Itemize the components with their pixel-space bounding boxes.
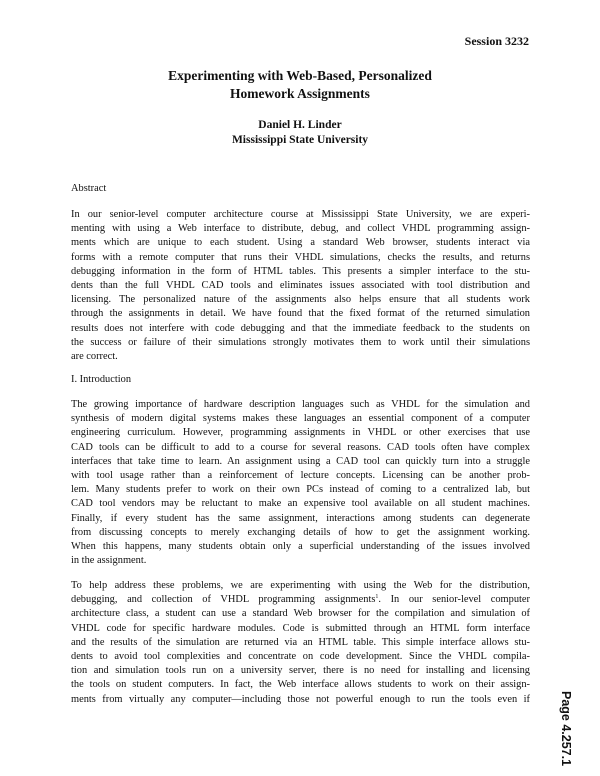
- text-line: When this happens, many students obtain only a superficial understanding of the issues involved: [71, 541, 530, 553]
- text-line: Finally, if every student has the same assignment, interactions among students can degenerate: [71, 512, 530, 524]
- text-line: architecture class, a student can use a standard Web browser for the compilation and simulation of: [71, 608, 530, 620]
- text-line: In our senior-level computer architecture course at Mississippi State University, we are experi-: [71, 209, 530, 220]
- text-line: licensing. The personalized nature of the assignments also helps ensure that all students work: [71, 294, 530, 306]
- text-line: forms with a remote computer that runs their VHDL simulations, checks the results, and returns: [71, 251, 530, 263]
- introduction-paragraph-1: [71, 398, 530, 568]
- text-fragment: . In our senior-level computer: [378, 594, 530, 606]
- introduction-paragraph-2: [71, 579, 530, 707]
- text-line: from discussing concepts to merely exchanging details of how to get the assignment working.: [71, 526, 530, 538]
- text-line: lem. Many students prefer to work on their own PCs instead of coming to a centralized lab, but: [71, 484, 530, 496]
- text-line: dents to avoid tool complexities and concentrate on code development. Since the VHDL compila-: [71, 651, 530, 663]
- title-line: Homework Assignments: [230, 86, 370, 101]
- text-line: interfaces that take time to learn. An assignment using a CAD tool can quickly turn into a struggle: [71, 455, 530, 467]
- text-line: the success or failure of their simulations strongly motivates them to work until their simulations: [71, 336, 530, 348]
- text-line: debugging information in the form of HTML tables. This presents a simpler interface to the stu-: [71, 265, 530, 277]
- abstract-heading: Abstract: [71, 183, 107, 194]
- text-line: the tools on student computers. In fact, the Web interface allows students to work on their assign-: [71, 679, 530, 691]
- text-line: are correct.: [71, 351, 118, 363]
- text-fragment: debugging, and collection of VHDL programming assignments: [71, 594, 376, 606]
- text-line: CAD tools can be difficult to add to a course for several reasons. CAD tools often have complex: [71, 441, 530, 453]
- text-line: results does not interfere with code debugging and that the immediate feedback to the students on: [71, 322, 530, 334]
- text-line: VHDL code for specific hardware modules. Code is submitted through an HTML form interface: [71, 622, 530, 634]
- author-block: [0, 118, 600, 148]
- paper-title: [0, 67, 600, 103]
- text-line: The growing importance of hardware description languages such as VHDL for the simulation and: [71, 399, 530, 410]
- text-line: [71, 593, 530, 607]
- text-line: dents than the full VHDL CAD tools and eliminates issues associated with tool distribution and: [71, 280, 530, 292]
- introduction-heading: I. Introduction: [71, 374, 132, 385]
- session-number: Session 3232: [464, 34, 529, 48]
- text-line: and the results of the simulation are returned via an HTML table. This simple interface allows stu-: [71, 636, 530, 648]
- page-number: Page 4.257.1: [559, 691, 573, 767]
- text-line: through the assignments in detail. We have found that the fixed format of the returned simulation: [71, 308, 530, 320]
- text-line: synthesis of modern digital systems makes these languages an essential component of a computer: [71, 413, 530, 425]
- text-line: engineering curriculum. However, programming assignments in VHDL or other exercises that use: [71, 427, 530, 439]
- abstract-text: [71, 208, 530, 364]
- text-line: ments which are unique to each student. Using a standard Web browser, students interact via: [71, 237, 530, 249]
- text-line: in the assignment.: [71, 555, 147, 567]
- text-line: To help address these problems, we are experimenting with using the Web for the distribution,: [71, 580, 530, 591]
- text-line: tion and simulation tools run on a university server, there is no need for installing and licensing: [71, 665, 530, 677]
- footnote-reference[interactable]: 1: [375, 594, 379, 601]
- title-line: Experimenting with Web-Based, Personalized: [168, 68, 432, 83]
- text-line: menting with using a Web interface to distribute, debug, and collect VHDL programming assign-: [71, 223, 530, 235]
- text-line: with tool usage rather than a reinforcement of lecture concepts. Licensing can be another prob-: [71, 470, 530, 482]
- text-line: ments from virtually any computer—including those not powerful enough to run the tools even if: [71, 693, 530, 705]
- text-line: CAD tool vendors may be reluctant to make an expensive tool available on all student machines.: [71, 498, 530, 510]
- author-affiliation: Mississippi State University: [231, 134, 369, 146]
- author-name: Daniel H. Linder: [258, 119, 342, 131]
